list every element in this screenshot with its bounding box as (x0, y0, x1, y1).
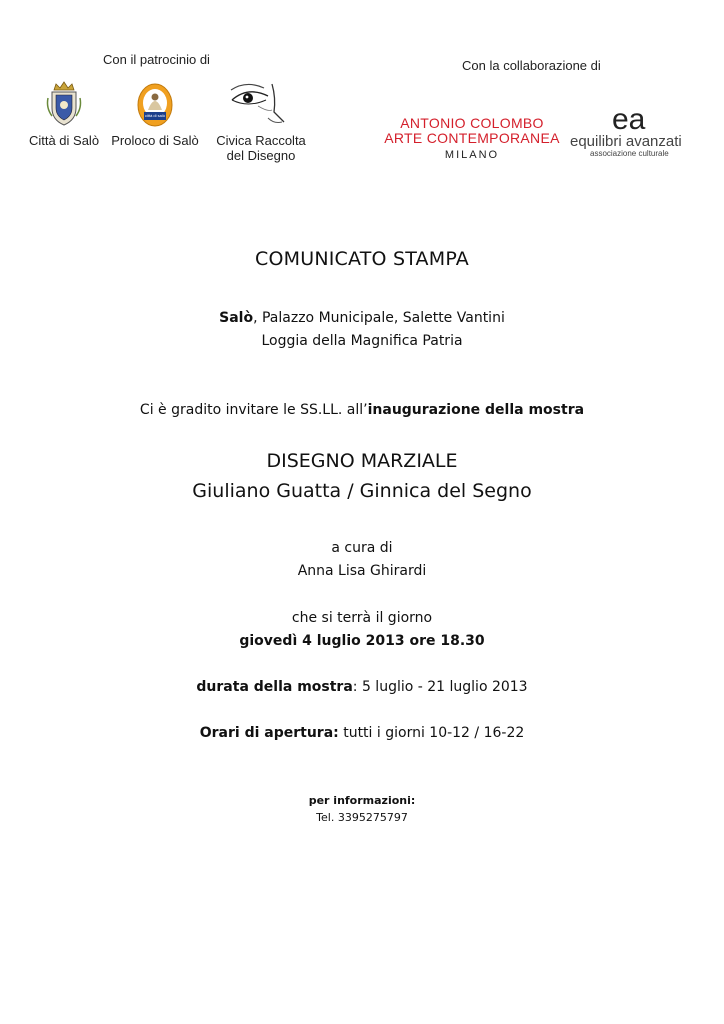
proloco-label: Proloco di Salò (111, 133, 199, 148)
antonio-colombo-logo (382, 116, 562, 161)
opening-hours-label: Orari di apertura: (199, 725, 339, 741)
civica-raccolta-line1: Civica Raccolta (216, 133, 306, 148)
curated-by-label: a cura di (331, 540, 393, 556)
opening-hours-value: tutti i giorni 10-12 / 16-22 (338, 725, 525, 741)
info-phone: Tel. 3395275797 (316, 811, 408, 824)
venue-city: Salò (219, 310, 254, 326)
proloco-badge-text: città di salò (144, 113, 165, 118)
civica-raccolta-label (208, 133, 314, 163)
ea-name: equilibri avanzati (570, 133, 682, 150)
eye-drawing-icon (228, 78, 288, 128)
ea-sub: associazione culturale (590, 149, 669, 158)
colombo-city: MILANO (444, 149, 500, 161)
invitation-text: Ci è gradito invitare le SS.LL. all’ (139, 402, 368, 418)
curator-name: Anna Lisa Ghirardi (297, 563, 427, 579)
equilibri-avanzati-logo (570, 103, 694, 158)
duration-label: durata della mostra (196, 679, 353, 695)
date-intro: che si terrà il giorno (291, 610, 433, 626)
press-release-title: COMUNICATO STAMPA (255, 248, 469, 270)
venue-line-2: Loggia della Magnifica Patria (261, 333, 463, 349)
proloco-badge-icon (136, 82, 174, 128)
colombo-line2: ARTE CONTEMPORANEA (384, 130, 560, 146)
colombo-line1: ANTONIO COLOMBO (400, 115, 544, 131)
venue-place: , Palazzo Municipale, Salette Vantini (253, 310, 505, 326)
exhibition-subtitle: Giuliano Guatta / Ginnica del Segno (192, 480, 532, 502)
invitation-line (0, 400, 724, 420)
venue-line-1 (0, 308, 724, 328)
patronage-label: Con il patrocinio di (103, 52, 210, 67)
exhibition-title: DISEGNO MARZIALE (266, 450, 458, 472)
ea-mark: ea (612, 103, 646, 136)
invitation-bold: inaugurazione della mostra (367, 402, 585, 418)
citta-di-salo-crest-icon (44, 78, 84, 128)
duration-line (0, 677, 724, 697)
info-label: per informazioni: (308, 794, 416, 807)
duration-value: : 5 luglio - 21 luglio 2013 (352, 679, 528, 695)
civica-raccolta-line2: del Disegno (226, 148, 296, 163)
citta-di-salo-label: Città di Salò (28, 133, 100, 148)
collaboration-label: Con la collaborazione di (462, 58, 601, 73)
opening-date: giovedì 4 luglio 2013 ore 18.30 (239, 633, 485, 649)
opening-hours-line (0, 723, 724, 743)
